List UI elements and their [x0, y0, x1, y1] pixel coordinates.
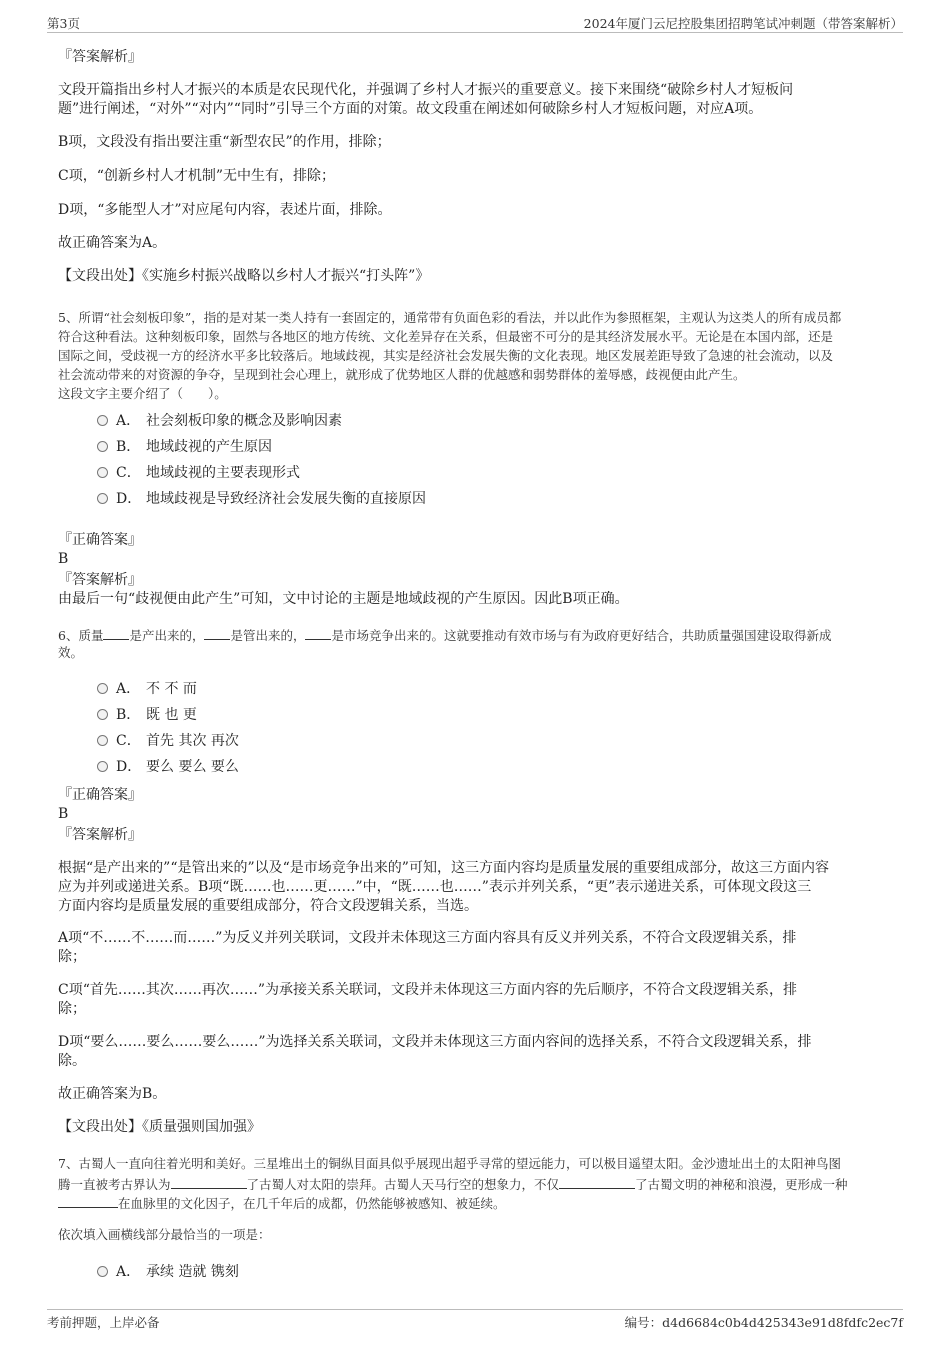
q5-analysis-heading: 『答案解析』 — [58, 572, 142, 588]
blank-line — [171, 1174, 247, 1189]
blank-line — [559, 1174, 635, 1189]
q6-answer-heading: 『正确答案』 — [58, 787, 142, 803]
q6-option-b[interactable]: B． 既 也 更 — [97, 705, 197, 725]
q6-conclusion: 故正确答案为B。 — [58, 1086, 167, 1102]
q5-stem-line: 5、所谓“社会刻板印象”，指的是对某一类人持有一套固定的，通常带有负面色彩的看法，并以此作为参照框架，主观认为这类人的所有成员都 — [58, 310, 842, 325]
header-divider — [47, 32, 903, 33]
q6-option-c-explanation: 除； — [58, 1001, 86, 1017]
q5-option-a[interactable]: A． 社会刻板印象的概念及影响因素 — [97, 411, 342, 431]
radio-button-icon[interactable] — [97, 735, 108, 746]
q6-source: 【文段出处】《质量强则国加强》 — [58, 1119, 261, 1135]
q7-prompt: 依次填入画横线部分最恰当的一项是： — [58, 1227, 271, 1242]
q7-option-a[interactable]: A． 承续 造就 镌刻 — [97, 1262, 239, 1282]
q5-stem-line: 社会流动带来的对资源的争夺，呈现到社会心理上，就形成了优势地区人群的优越感和弱势群体的羞辱感，歧视便由此产生。 — [58, 367, 746, 382]
q7-stem-line: 在血脉里的文化因子，在几千年后的成都，仍然能够被感知、被延续。 — [58, 1193, 898, 1214]
blank-line — [58, 1193, 118, 1208]
q6-option-a-explanation: 除； — [58, 949, 86, 965]
q4-analysis-line: 题”进行阐述，“对外”“对内”“同时”引导三个方面的对策。故文段重在阐述如何破除乡村人才短板问题，对应A项。 — [58, 101, 763, 117]
q5-answer-heading: 『正确答案』 — [58, 532, 142, 548]
q6-stem-line: 效。 — [58, 645, 84, 660]
q4-analysis-heading: 『答案解析』 — [58, 49, 142, 65]
footer-slogan: 考前押题，上岸必备 — [47, 1315, 160, 1330]
q5-prompt: 这段文字主要介绍了（ ）。 — [58, 386, 227, 401]
q5-option-d[interactable]: D． 地域歧视是导致经济社会发展失衡的直接原因 — [97, 489, 426, 509]
radio-button-icon[interactable] — [97, 683, 108, 694]
radio-button-icon[interactable] — [97, 467, 108, 478]
q6-analysis-line: 应为并列或递进关系。B项“既……也……更……”中，“既……也……”表示并列关系，“更”表示递进关系，可体现文段这三 — [58, 879, 812, 895]
radio-button-icon[interactable] — [97, 493, 108, 504]
footer-divider — [47, 1309, 903, 1310]
blank-line — [305, 625, 331, 640]
q4-option-d-explanation: D项，“多能型人才”对应尾句内容，表述片面，排除。 — [58, 202, 392, 218]
radio-button-icon[interactable] — [97, 1266, 108, 1277]
q6-analysis-heading: 『答案解析』 — [58, 827, 142, 843]
radio-button-icon[interactable] — [97, 441, 108, 452]
q6-stem-line: 6、质量 是产出来的， 是管出来的， 是市场竞争出来的。这就要推动有效市场与有为政府更好结合，共助质量强国建设取得新成 — [58, 625, 898, 646]
q6-option-d-explanation: D项“要么……要么……要么……”为选择关系关联词，文段并未体现这三方面内容间的选择关系，不符合文段逻辑关系，排 — [58, 1034, 812, 1050]
blank-line — [103, 625, 129, 640]
q6-option-c-explanation: C项“首先……其次……再次……”为承接关系关联词，文段并未体现这三方面内容的先后顺序，不符合文段逻辑关系，排 — [58, 982, 798, 998]
q5-option-c[interactable]: C． 地域歧视的主要表现形式 — [97, 463, 300, 483]
q5-option-b[interactable]: B． 地域歧视的产生原因 — [97, 437, 272, 457]
q5-stem-line: 国际之间，受歧视一方的经济水平多比较落后。地域歧视，其实是经济社会发展失衡的文化表现。地区发展差距导致了急速的社会流动，以及 — [58, 348, 834, 363]
page-header — [47, 14, 903, 34]
q4-analysis-line: 文段开篇指出乡村人才振兴的本质是农民现代化，并强调了乡村人才振兴的重要意义。接下来围绕“破除乡村人才短板问 — [58, 82, 794, 98]
q4-source: 【文段出处】《实施乡村振兴战略以乡村人才振兴“打头阵”》 — [58, 268, 430, 284]
document-title: 2024年厦门云尼控股集团招聘笔试冲刺题（带答案解析） — [583, 16, 903, 31]
q6-option-a-explanation: A项“不……不……而……”为反义并列关联词，文段并未体现这三方面内容具有反义并列关系，不符合文段逻辑关系，排 — [58, 930, 797, 946]
q6-option-a[interactable]: A． 不 不 而 — [97, 679, 197, 699]
radio-button-icon[interactable] — [97, 709, 108, 720]
q6-analysis-line: 根据“是产出来的”“是管出来的”以及“是市场竞争出来的”可知，这三方面内容均是质量发展的重要组成部分，故这三方面内容 — [58, 860, 829, 876]
q4-conclusion: 故正确答案为A。 — [58, 235, 167, 251]
q6-analysis-line: 方面内容均是质量发展的重要组成部分，符合文段逻辑关系，当选。 — [58, 898, 478, 914]
radio-button-icon[interactable] — [97, 761, 108, 772]
q5-answer: B — [58, 551, 69, 567]
q6-option-c[interactable]: C． 首先 其次 再次 — [97, 731, 239, 751]
q6-option-d[interactable]: D． 要么 要么 要么 — [97, 757, 239, 777]
q7-stem-line: 7、古蜀人一直向往着光明和美好。三星堆出土的铜纵目面具似乎展现出超乎寻常的望远能力，可以极目遥望太阳。金沙遗址出土的太阳神鸟图 — [58, 1156, 841, 1171]
q4-option-b-explanation: B项，文段没有指出要注重“新型农民”的作用，排除； — [58, 134, 391, 150]
q5-analysis: 由最后一句“歧视便由此产生”可知，文中讨论的主题是地域歧视的产生原因。因此B项正确。 — [58, 591, 629, 607]
document-id: 编号：d4d6684c0b4d425343e91d8fdfc2ec7f — [624, 1315, 903, 1330]
blank-line — [204, 625, 230, 640]
q7-stem-line: 腾一直被考古界认为 了古蜀人对太阳的崇拜。古蜀人天马行空的想象力，不仅 了古蜀文明的神秘和浪漫，更形成一种 — [58, 1174, 898, 1195]
q5-stem-line: 符合这种看法。这种刻板印象，固然与各地区的地方传统、文化差异存在关系，但最密不可分的是其经济发展水平。无论是在本国内部，还是 — [58, 329, 834, 344]
q4-option-c-explanation: C项，“创新乡村人才机制”无中生有，排除； — [58, 168, 336, 184]
page-number: 第3页 — [47, 16, 80, 31]
q6-option-d-explanation: 除。 — [58, 1053, 86, 1069]
q6-answer: B — [58, 806, 69, 822]
radio-button-icon[interactable] — [97, 415, 108, 426]
